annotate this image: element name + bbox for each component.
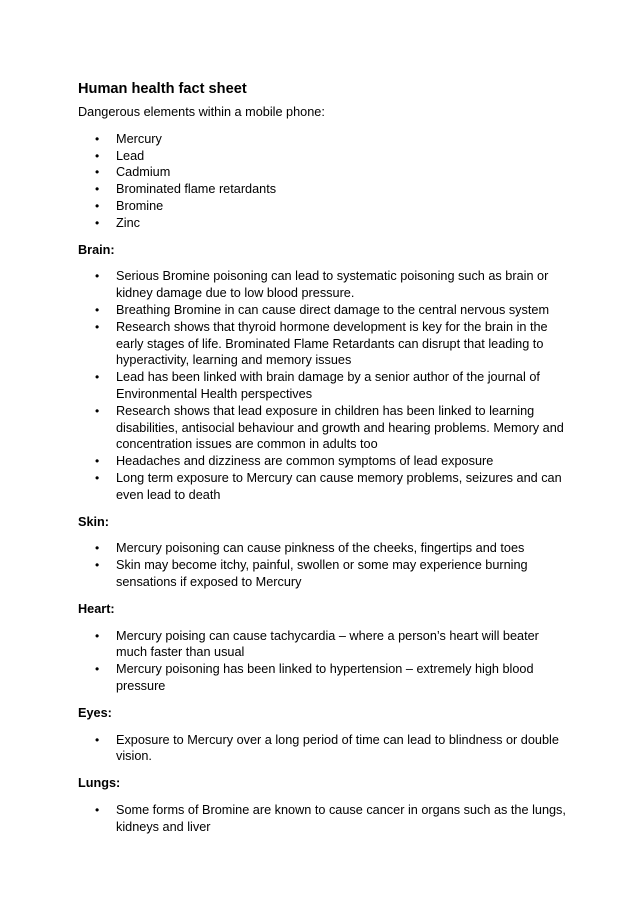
- list-item: • Mercury poisoning can cause pinkness of the cheeks, fingertips and toes: [95, 541, 525, 556]
- list-item: • Mercury poisoning has been linked to hypertension – extremely high blood pressure: [95, 662, 534, 693]
- section-list-skin: [78, 540, 568, 590]
- document-content: [78, 80, 568, 845]
- bullet-icon: •: [95, 148, 100, 163]
- list-item: • Research shows that lead exposure in children has been linked to learning disabilities, antisocial behaviour and growth and hearing problems. Memory and concentration issues are common in adults too: [95, 403, 564, 452]
- list-item: • Research shows that thyroid hormone development is key for the brain in the early stages of life. Brominated Flame Retardants can disrupt that leading to hyperactivity, learning and memory issues: [95, 319, 548, 368]
- section-list-lungs: [78, 802, 568, 836]
- bullet-icon: •: [95, 454, 100, 469]
- list-item: • Mercury: [95, 131, 162, 146]
- bullet-icon: •: [95, 541, 100, 556]
- section-list-brain: [78, 268, 568, 503]
- list-item: • Lead: [95, 148, 145, 163]
- bullet-icon: •: [95, 802, 100, 817]
- list-item: • Serious Bromine poisoning can lead to systematic poisoning such as brain or kidney damage due to low blood pressure.: [95, 269, 549, 301]
- bullet-icon: •: [95, 662, 100, 677]
- section-list-heart: [78, 628, 568, 695]
- bullet-icon: •: [95, 319, 100, 334]
- section-heading-eyes: Eyes:: [78, 705, 112, 720]
- bullet-icon: •: [95, 215, 100, 230]
- list-item: • Exposure to Mercury over a long period of time can lead to blindness or double vision.: [95, 732, 559, 764]
- section-heading-brain: Brain:: [78, 242, 115, 257]
- document-title: Human health fact sheet: [78, 81, 247, 97]
- list-item: • Bromine: [95, 198, 164, 213]
- section-heading-heart: Heart:: [78, 601, 115, 616]
- list-item: • Headaches and dizziness are common symptoms of lead exposure: [95, 454, 494, 469]
- section-heading-skin: Skin:: [78, 514, 110, 529]
- list-item: • Some forms of Bromine are known to cause cancer in organs such as the lungs, kidneys and liver: [95, 802, 566, 834]
- bullet-icon: •: [95, 732, 100, 747]
- list-item: • Long term exposure to Mercury can cause memory problems, seizures and can even lead to death: [95, 470, 562, 502]
- list-item: • Skin may become itchy, painful, swollen or some may experience burning sensations if exposed to Mercury: [95, 558, 528, 589]
- list-item: • Lead has been linked with brain damage by a senior author of the journal of Environmental Health perspectives: [95, 370, 540, 401]
- bullet-icon: •: [95, 370, 100, 385]
- elements-list: [78, 131, 568, 232]
- list-item: • Brominated flame retardants: [95, 182, 277, 197]
- bullet-icon: •: [95, 558, 100, 573]
- section-heading-lungs: Lungs:: [78, 776, 121, 791]
- bullet-icon: •: [95, 403, 100, 418]
- list-item: • Mercury poising can cause tachycardia – where a person’s heart will beater much faster than usual: [95, 628, 539, 660]
- bullet-icon: •: [95, 182, 100, 197]
- bullet-icon: •: [95, 302, 100, 317]
- bullet-icon: •: [95, 470, 100, 485]
- bullet-icon: •: [95, 269, 100, 284]
- bullet-icon: •: [95, 165, 100, 180]
- list-item: • Cadmium: [95, 165, 171, 180]
- intro-text: Dangerous elements within a mobile phone:: [78, 105, 325, 119]
- section-list-eyes: [78, 732, 568, 766]
- bullet-icon: •: [95, 131, 100, 146]
- bullet-icon: •: [95, 198, 100, 213]
- bullet-icon: •: [95, 628, 100, 643]
- list-item: • Breathing Bromine in can cause direct damage to the central nervous system: [95, 302, 550, 317]
- list-item: • Zinc: [95, 215, 140, 230]
